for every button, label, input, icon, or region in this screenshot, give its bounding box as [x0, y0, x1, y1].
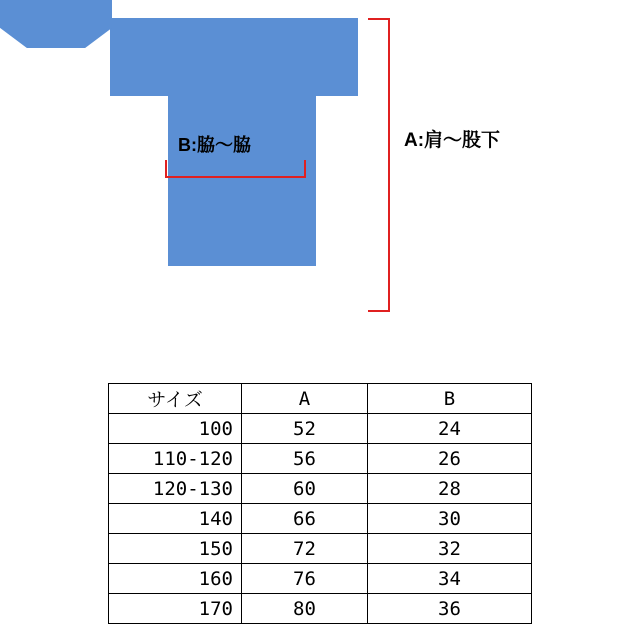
table-header-b: B — [368, 384, 532, 414]
cell-b: 28 — [368, 474, 532, 504]
cell-a: 56 — [242, 444, 368, 474]
table-header-a: A — [242, 384, 368, 414]
measurement-label-a: A:肩〜股下 — [404, 130, 501, 151]
table-row — [109, 534, 532, 564]
garment-sleeve-left — [110, 18, 172, 96]
cell-b: 26 — [368, 444, 532, 474]
cell-size: 160 — [109, 564, 242, 594]
cell-b: 32 — [368, 534, 532, 564]
cell-b: 30 — [368, 504, 532, 534]
table-row — [109, 564, 532, 594]
measurement-bracket-b — [165, 160, 306, 178]
cell-size: 150 — [109, 534, 242, 564]
measurement-label-b: B:脇〜脇 — [178, 135, 251, 155]
table-row — [109, 444, 532, 474]
cell-a: 60 — [242, 474, 368, 504]
cell-size: 100 — [109, 414, 242, 444]
garment-sleeve-right — [312, 18, 358, 96]
cell-b: 34 — [368, 564, 532, 594]
table-row — [109, 414, 532, 444]
table-header-row — [109, 384, 532, 414]
table-row — [109, 504, 532, 534]
cell-size: 170 — [109, 594, 242, 624]
cell-b: 24 — [368, 414, 532, 444]
cell-size: 120-130 — [109, 474, 242, 504]
cell-a: 66 — [242, 504, 368, 534]
measurement-bracket-a — [368, 18, 390, 312]
cell-a: 76 — [242, 564, 368, 594]
table-header-size: サイズ — [109, 384, 242, 414]
cell-size: 110-120 — [109, 444, 242, 474]
cell-a: 72 — [242, 534, 368, 564]
size-table-container — [108, 383, 531, 624]
cell-b: 36 — [368, 594, 532, 624]
garment-crotch — [0, 0, 112, 48]
table-row — [109, 474, 532, 504]
cell-a: 52 — [242, 414, 368, 444]
table-row — [109, 594, 532, 624]
size-table — [108, 383, 532, 624]
cell-size: 140 — [109, 504, 242, 534]
cell-a: 80 — [242, 594, 368, 624]
